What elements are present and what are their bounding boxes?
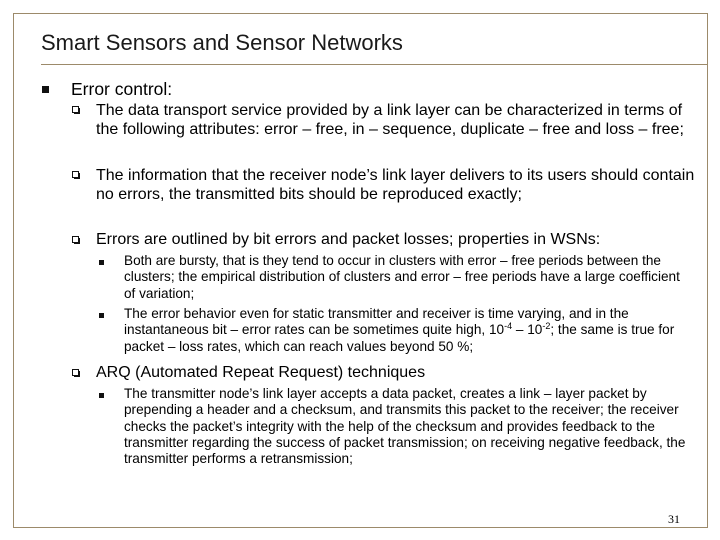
list-item: Errors are outlined by bit errors and packet losses; properties in WSNs: [96, 231, 601, 248]
title-divider [41, 64, 708, 65]
square-bullet-icon [99, 260, 104, 265]
list-item: The information that the receiver node’s link layer delivers to its users should contain no errors, the transmitted bits should be reproduced exactly; [96, 167, 695, 204]
square-bullet-icon [99, 313, 104, 318]
checkbox-bullet-icon [72, 369, 79, 376]
list-item: ARQ (Automated Repeat Request) techniques [96, 364, 426, 381]
square-bullet-icon [99, 393, 104, 398]
sub-list-item: Both are bursty, that is they tend to occur in clusters with error – free periods between the clusters; the empirical distribution of clusters and error – free periods have a large coefficient of variation; [124, 253, 680, 301]
sub-list-item: The transmitter node’s link layer accepts a data packet, creates a link – layer packet by prepending a header and a checksum, and transmits this packet to the receiver; the receiver checks the packet’s integrity with the help of the checksum and provides feedback to the transmitter regarding the success of packet transmission; on receiving negative feedback, the transmitter performs a retransmission; [124, 386, 686, 467]
list-item: The data transport service provided by a link layer can be characterized in terms of the following attributes: error – free, in – sequence, duplicate – free and loss – free; [96, 102, 684, 139]
checkbox-bullet-icon [72, 106, 79, 113]
sub-list-item: The error behavior even for static transmitter and receiver is time varying, and in the instantaneous bit – error rates can be sometimes quite high, $10^{-4} - 10^{-2}$; the same is true for packet – loss rates, which can reach values beyond 50 %; [124, 306, 675, 354]
section-heading: Error control: [71, 79, 173, 99]
page-number: 31 [668, 512, 680, 526]
square-bullet-icon [42, 86, 49, 93]
checkbox-bullet-icon [72, 236, 79, 243]
checkbox-bullet-icon [72, 171, 79, 178]
slide-title: Smart Sensors and Sensor Networks [41, 30, 403, 55]
